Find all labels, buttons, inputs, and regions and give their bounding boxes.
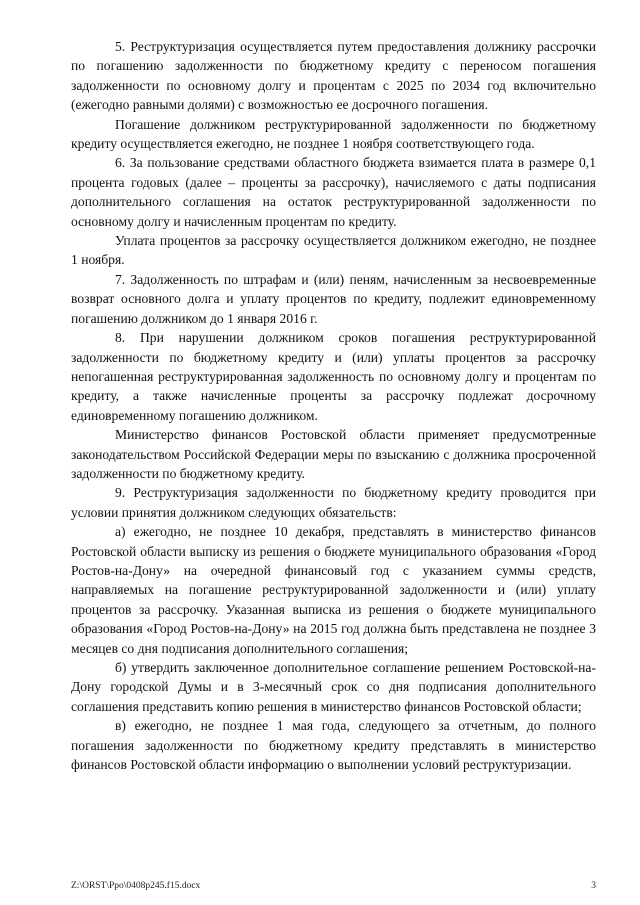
paragraph-repayment-deadline: Погашение должником реструктурированной задолженности по бюджетному кредиту осуществляется ежегодно, не позднее 1 ноября соответствующего года. xyxy=(71,116,596,152)
page-number: 3 xyxy=(591,881,596,891)
paragraph-item-6: 6. За пользование средствами областного бюджета взимается плата в размере 0,1 процента годовых (далее – проценты за рассрочку), начисляемого с даты подписания дополнительного соглашения на остаток реструктурированной задолженности по основному долгу и начисленным процентам по кредиту. xyxy=(71,155,596,229)
paragraph-item-5: 5. Реструктуризация осуществляется путем предоставления должнику рассрочки по погашению задолженности по бюджетному кредиту с переносом погашения задолженности по основному долгу и процентам с 2025 по 2034 год включительно (ежегодно равными долями) с возможностью ее досрочного погашения. xyxy=(71,39,596,113)
footer-file-path: Z:\ORST\Ppo\0408p245.f15.docx xyxy=(71,881,201,891)
document-body xyxy=(71,37,596,774)
paragraph-item-9v: в) ежегодно, не позднее 1 мая года, следующего за отчетным, до полного погашения задолженности по бюджетному кредиту представлять в министерство финансов Ростовской области информацию о выполнении условий реструктуризации. xyxy=(71,718,596,773)
paragraph-item-9b: б) утвердить заключенное дополнительное соглашение решением Ростовской-на-Дону городской Думы и в 3-месячный срок со дня подписания дополнительного соглашения представить копию решения в министерство финансов Ростовской области; xyxy=(71,660,596,714)
paragraph-interest-payment: Уплата процентов за рассрочку осуществляется должником ежегодно, не позднее 1 ноября. xyxy=(71,233,596,268)
paragraph-ministry-measures: Министерство финансов Ростовской области применяет предусмотренные законодательством Российской Федерации меры по взысканию с должника просроченной задолженности по бюджетному кредиту. xyxy=(71,427,596,481)
paragraph-item-7: 7. Задолженность по штрафам и (или) пеням, начисленным за несвоевременные возврат основного долга и уплату процентов по кредиту, подлежит единовременному погашению должником до 1 января 2016 г. xyxy=(71,271,596,326)
paragraph-item-8: 8. При нарушении должником сроков погашения реструктурированной задолженности по бюджетному кредиту и (или) уплаты процентов за рассрочку непогашенная реструктурированная задолженность по основному долгу и процентам по кредиту, а также начисленные проценты за рассрочку подлежат досрочному единовременному погашению должником. xyxy=(71,330,596,423)
paragraph-item-9: 9. Реструктуризация задолженности по бюджетному кредиту проводится при условии принятия должником следующих обязательств: xyxy=(71,485,596,520)
paragraph-item-9a: а) ежегодно, не позднее 10 декабря, представлять в министерство финансов Ростовской области выписку из решения о бюджете муниципального образования «Город Ростов-на-Дону» на очередной финансовый год с указанием суммы средств, направляемых на погашение реструктурированной задолженности и (или) уплату процентов за рассрочку. Указанная выписка из решения о бюджете муниципального образования «Город Ростов-на-Дону» на 2015 год должна быть представлена не позднее 3 месяцев со дня подписания дополнительного соглашения; xyxy=(71,524,596,656)
